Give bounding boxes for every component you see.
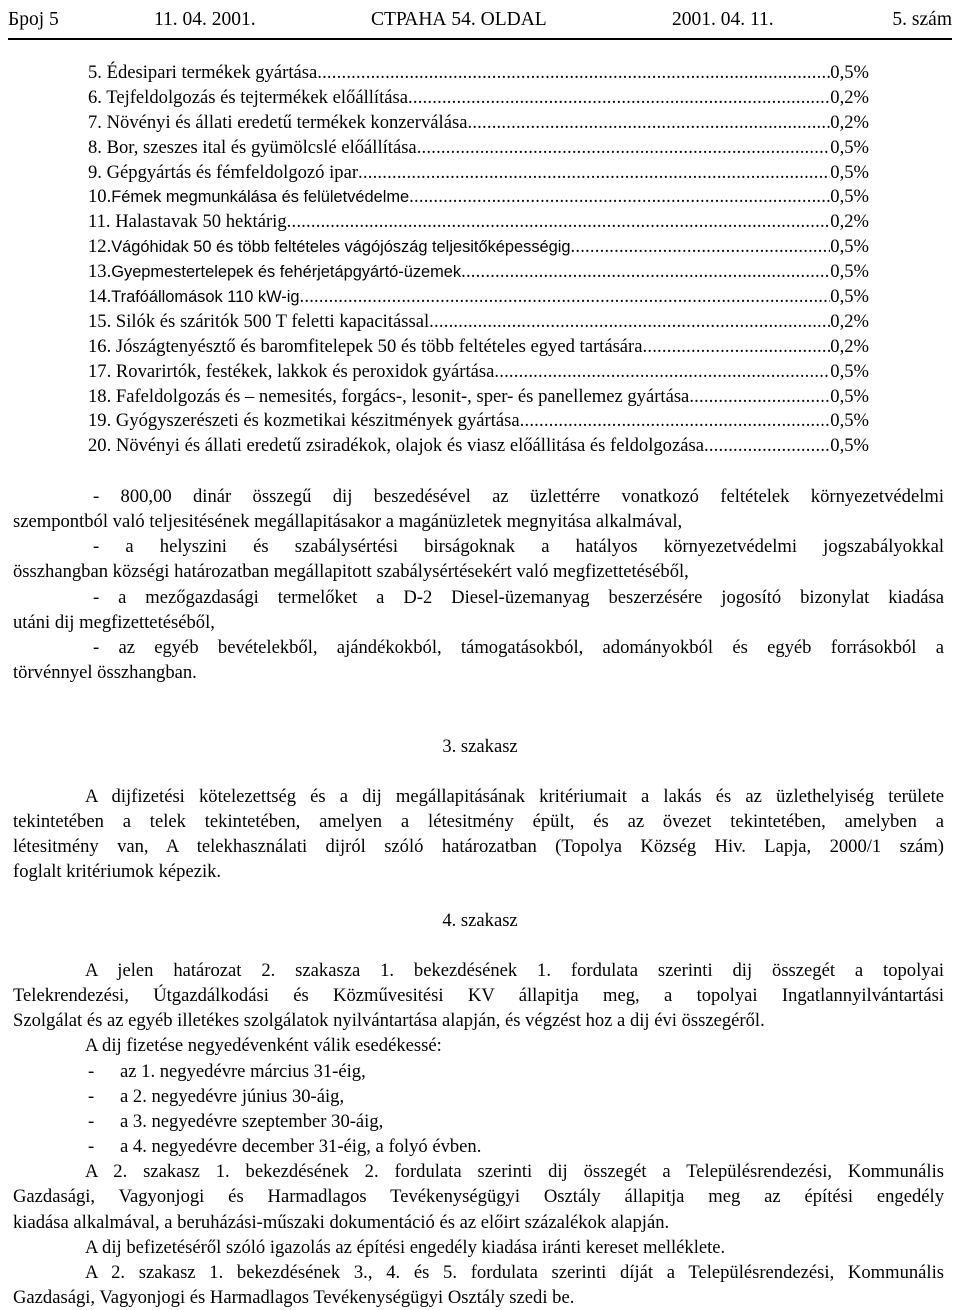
rate-label: 12. <box>88 236 112 258</box>
rate-row <box>88 260 869 285</box>
issue-date-right: 2001. 04. 11. <box>672 9 774 30</box>
rate-row <box>88 385 869 410</box>
exemption-item-3-first: - a mezőgazdasági termelőket a D-2 Diesel-üzemanyag beszerzésére jogosító bizonylat kiadása <box>93 586 944 608</box>
rate-row <box>88 86 869 111</box>
dot-leader <box>429 310 830 335</box>
dot-leader <box>704 434 830 459</box>
rate-value: 0,2% <box>830 86 869 108</box>
rate-label-sans: Gyepmestertelepek és fehérjetápgyártó-üzemek <box>111 263 462 282</box>
section-4-para3: A dij befizetéséről szóló igazolás az építési engedély kiadása iránti kereset melléklete. <box>85 1236 726 1258</box>
quarterly-intro: A dij fizetése negyedévenként válik esedékessé: <box>85 1035 442 1057</box>
dot-leader <box>520 409 831 434</box>
rate-label: 7. Növényi és állati eredetű termékek konzerválása <box>88 111 468 133</box>
rate-row <box>88 285 869 310</box>
rate-value: 0,5% <box>830 435 869 457</box>
rate-label-sans: Fémek megmunkálása és felületvédelme <box>111 188 410 207</box>
section-4-para1-line-2: Telekrendezési, Útgazdálkodási és Közművesitési KV állapitja meg, a topolyai Ingatlannyilvántartási <box>13 985 944 1007</box>
quarter-item: - a 4. negyedévre december 31-éig, a folyó évben. <box>88 1136 482 1158</box>
rate-label: 15. Silók és száritók 500 T feletti kapacitással <box>88 310 430 332</box>
exemption-item-4-rest: törvénnyel összhangban. <box>13 662 197 684</box>
rate-label: 13. <box>88 261 112 283</box>
rate-label: 8. Bor, szeszes ital és gyümölcslé előállítása <box>88 136 417 158</box>
dot-leader <box>287 210 831 235</box>
dot-leader <box>300 285 831 310</box>
rate-row <box>88 335 869 360</box>
rate-label: 17. Rovarirtók, festékek, lakkok és peroxidok gyártása <box>88 360 495 382</box>
rate-label: 6. Tejfeldolgozás és tejtermékek előállítása <box>88 86 409 108</box>
dot-leader <box>571 235 831 260</box>
issue-number: Бpoj 5 <box>8 9 59 30</box>
section-4-body <box>13 958 944 1310</box>
rate-label: 16. Jószágtenyésztő és baromfitelepek 50 és több feltételes egyed tartására <box>88 335 643 357</box>
page-header <box>8 6 952 36</box>
section-4-para1-line-1: A jelen határozat 2. szakasza 1. bekezdésének 1. fordulata szerinti dij összegét a topolyai <box>85 960 944 981</box>
section-4-para2-line-3: kiadása alkalmával, a beruházási-műszaki dokumentáció és az előirt százalékok alapján. <box>13 1211 670 1233</box>
rate-label: 11. Halastavak 50 hektárig <box>88 211 287 233</box>
section-4-para2-line-1: A 2. szakasz 1. bekezdésének 2. fordulata szerinti dij összegét a Településrendezési, Kommunális <box>85 1161 944 1183</box>
rate-label: 14. <box>88 286 112 308</box>
rate-value: 0,5% <box>830 261 869 283</box>
header-rule <box>8 38 952 40</box>
quarter-item: - a 3. negyedévre szeptember 30-áig, <box>88 1110 384 1132</box>
exemption-item-2-rest: összhangban községi határozatban megállapitott szabálysértésekért való megfizettetéséből, <box>13 561 689 583</box>
rate-value: 0,2% <box>830 111 869 133</box>
issue-label: 5. szám <box>892 9 952 30</box>
exemption-item-1-rest: szempontból való teljesitésének megállapitásakor a magánüzletek megnyitása alkalmával, <box>13 511 683 533</box>
dot-leader <box>494 360 830 385</box>
section-3-line-4: foglalt kritériumok képezik. <box>13 861 222 883</box>
rate-row <box>88 185 869 210</box>
issue-date-left: 11. 04. 2001. <box>154 9 256 30</box>
section-4-para4-line-1: A 2. szakasz 1. bekezdésének 3., 4. és 5. fordulata szerinti díját a Településrendezési, Kommunális <box>85 1261 944 1283</box>
rate-value: 0,5% <box>830 161 869 183</box>
section-3-line-1: A dijfizetési kötelezettség és a dij megállapitásának kritériumait a lakás és az üzlethelyiség területe <box>85 786 944 807</box>
rate-label-sans: Vágóhidak 50 és több feltételes vágójószág teljesitőképességig <box>111 238 571 257</box>
rate-row <box>88 310 869 335</box>
dot-leader <box>467 111 830 136</box>
rate-row <box>88 161 869 186</box>
exemption-item-4-first: - az egyéb bevételekből, ajándékokból, támogatásokból, adományokból és egyéb forrásokból a <box>93 636 944 658</box>
rate-value: 0,5% <box>830 136 869 158</box>
rate-value: 0,5% <box>830 62 869 83</box>
dot-leader <box>417 136 831 161</box>
dot-leader <box>461 260 830 285</box>
section-4-para2-line-2: Gazdasági, Vagyonjogi és Harmadlagos Tevékenységügyi Osztály állapitja meg az építési engedély <box>13 1186 944 1208</box>
rate-row <box>88 360 869 385</box>
quarter-item: - az 1. negyedévre március 31-éig, <box>88 1060 366 1082</box>
section-4-para1-line-3: Szolgálat és az egyéb illetékes szolgálatok nyilvántartása alapján, és végzést hoz a dij évi összegéről. <box>13 1010 765 1032</box>
dot-leader <box>643 335 831 360</box>
rate-value: 0,5% <box>830 360 869 382</box>
page-number: СТРАНА 54. OLDAL <box>371 9 547 30</box>
exemption-item-3-rest: utáni dij megfizettetéséből, <box>13 611 215 633</box>
exemption-item-1-first: - 800,00 dinár összegű dij beszedésével az üzlettérre vonatkozó feltételek környezetvédelmi <box>93 486 944 507</box>
exemption-item-2-first: - a helyszini és szabálysértési birságoknak a hatályos környezetvédelmi jogszabályokkal <box>93 536 944 558</box>
section-4-title: 4. szakasz <box>442 910 518 931</box>
rate-label: 18. Fafeldolgozás és – nemesités, forgács-, lesonit-, sper- és panellemez gyártása <box>88 385 690 407</box>
rate-row <box>88 61 869 86</box>
section-4-para4-line-2: Gazdasági, Vagyonjogi és Harmadlagos Tevékenységügyi Osztály szedi be. <box>13 1287 575 1309</box>
rate-value: 0,5% <box>830 186 869 208</box>
rate-value: 0,2% <box>830 310 869 332</box>
dot-leader <box>689 385 830 410</box>
rate-row <box>88 409 869 434</box>
rate-value: 0,5% <box>830 286 869 308</box>
rate-row <box>88 136 869 161</box>
section-3-body <box>13 784 944 885</box>
rate-row <box>88 111 869 136</box>
rate-label: 10. <box>88 186 112 208</box>
exemption-list <box>13 484 944 685</box>
section-3-title: 3. szakasz <box>442 736 518 757</box>
dot-leader <box>409 185 830 210</box>
rate-label: 5. Édesipari termékek gyártása <box>88 62 318 83</box>
rate-row <box>88 434 869 459</box>
rate-row <box>88 210 869 235</box>
rate-label: 19. Gyógyszerészeti és kozmetikai készitmények gyártása <box>88 410 520 432</box>
dot-leader <box>317 61 830 86</box>
rate-value: 0,5% <box>830 410 869 432</box>
rate-label-sans: Trafóállomások 110 kW-ig <box>111 288 300 307</box>
rate-label: 20. Növényi és állati eredetű zsiradékok, olajok és viasz előállitása és feldolgozása <box>88 435 704 457</box>
quarter-item: - a 2. negyedévre június 30-áig, <box>88 1085 345 1107</box>
rate-row <box>88 235 869 260</box>
rate-value: 0,2% <box>830 211 869 233</box>
dot-leader <box>408 86 830 111</box>
section-3-line-3: létesitmény van, A telekhasználati dijról szóló határozatban (Topolya Község Hiv. Lapja, 2000/1 szám) <box>13 836 944 858</box>
section-3-line-2: tekintetében a telek tekintetében, amelyen a létesitmény épült, és az övezet tekintetében, amelyben a <box>13 811 944 833</box>
rate-list <box>88 61 869 459</box>
rate-value: 0,5% <box>830 385 869 407</box>
rate-label: 9. Gépgyártás és fémfeldolgozó ipar <box>88 161 359 183</box>
rate-value: 0,5% <box>830 236 869 258</box>
dot-leader <box>358 161 830 186</box>
rate-value: 0,2% <box>830 335 869 357</box>
